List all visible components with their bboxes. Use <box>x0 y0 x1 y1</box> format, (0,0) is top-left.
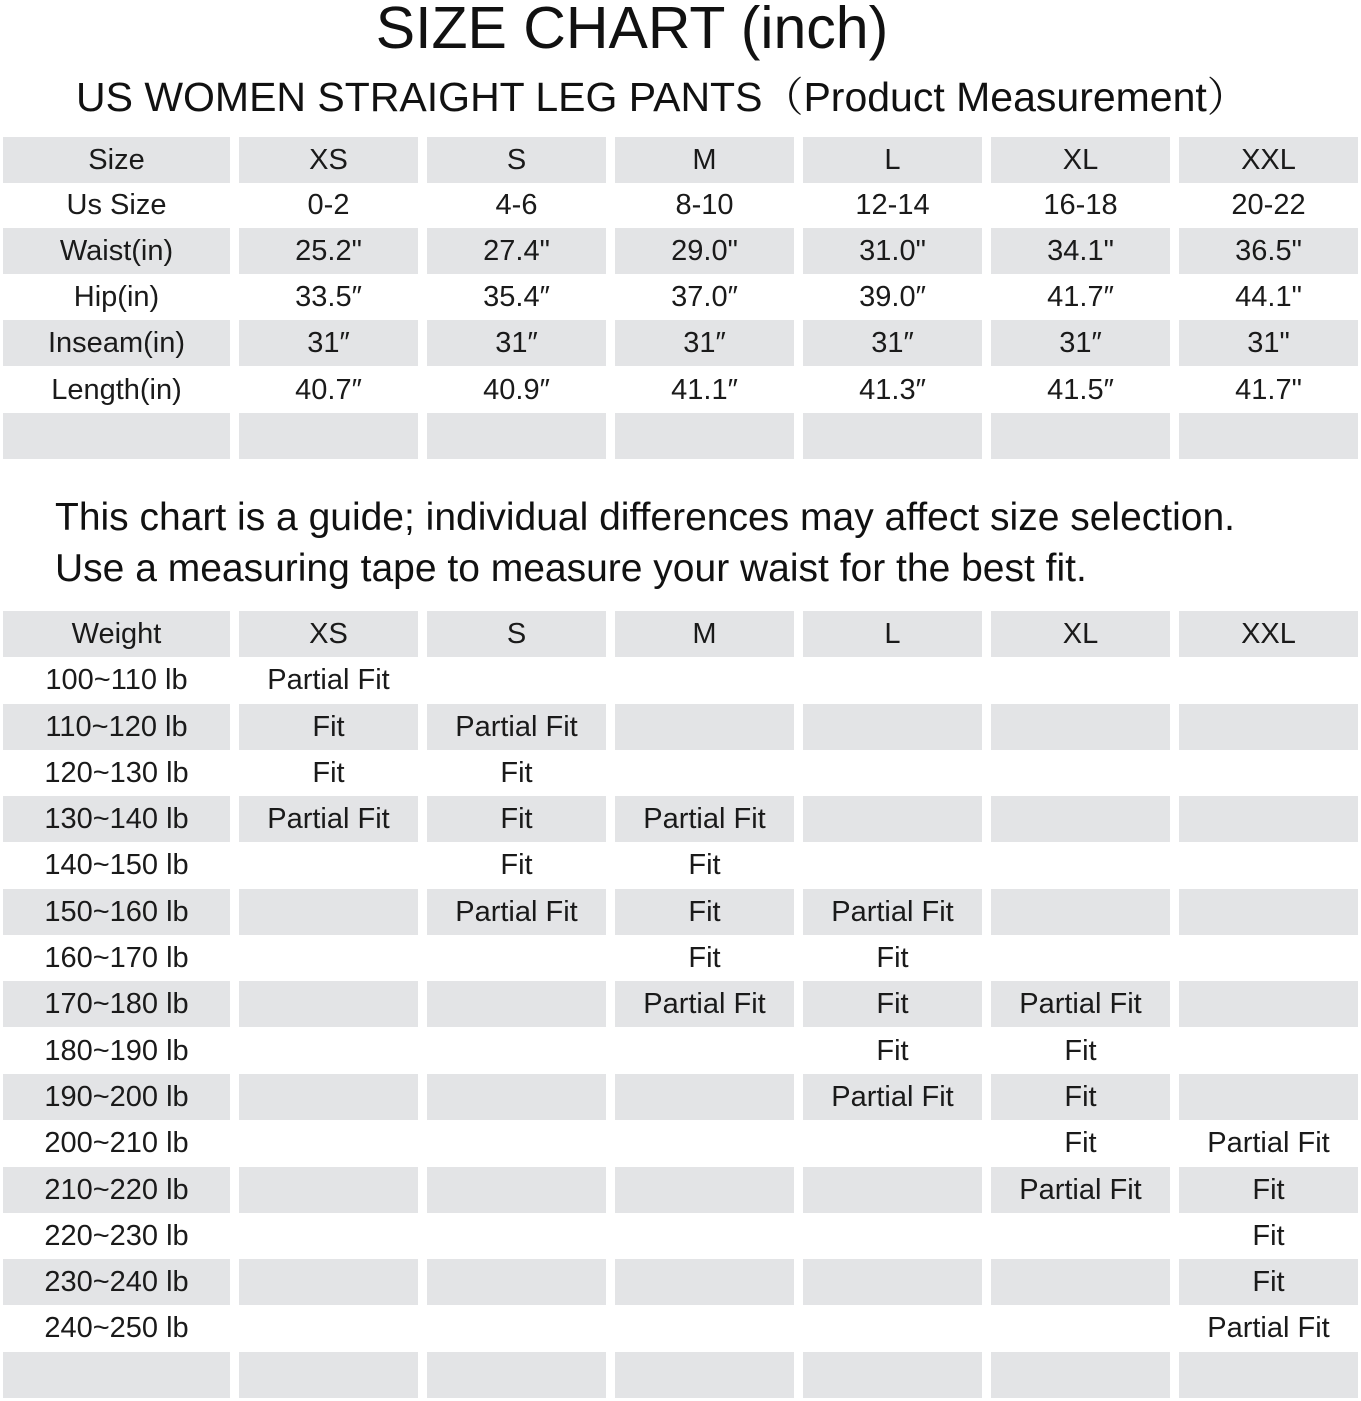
weight-fit-cell: Fit <box>876 941 909 974</box>
weight-fit-cell <box>1179 750 1358 796</box>
weight-fit-cell <box>1179 981 1358 1027</box>
weight-fit-cell: Fit <box>500 756 533 789</box>
weight-fit-cell: Fit <box>1064 1034 1097 1067</box>
weight-fit-cell <box>239 842 418 888</box>
weight-fit-cell <box>427 1074 606 1120</box>
weight-fit-cell <box>239 889 418 935</box>
weight-fit-row-label: 240~250 lb <box>44 1311 189 1344</box>
weight-fit-cell: Partial Fit <box>803 889 982 935</box>
weight-fit-cell <box>803 1259 982 1305</box>
weight-fit-header-cell: XS <box>239 611 418 657</box>
weight-fit-cell <box>991 842 1170 888</box>
measurement-header-cell: XL <box>991 137 1170 183</box>
weight-fit-cell <box>615 1259 794 1305</box>
weight-fit-cell: Partial Fit <box>991 981 1170 1027</box>
weight-fit-cell: Partial Fit <box>615 981 794 1027</box>
weight-fit-cell <box>615 1213 794 1259</box>
weight-fit-cell <box>427 1028 606 1074</box>
measurement-header-cell: XS <box>239 137 418 183</box>
weight-fit-row-label: 110~120 lb <box>3 704 230 750</box>
weight-fit-cell <box>615 1028 794 1074</box>
weight-fit-cell: Partial Fit <box>427 704 606 750</box>
weight-fit-cell <box>1179 842 1358 888</box>
weight-fit-cell <box>991 1213 1170 1259</box>
weight-fit-cell: Fit <box>615 889 794 935</box>
weight-fit-cell <box>427 1352 606 1398</box>
weight-fit-cell <box>1179 1352 1358 1398</box>
measurement-header-cell: M <box>615 137 794 183</box>
measurement-cell: 29.0" <box>615 228 794 274</box>
weight-fit-cell <box>803 1213 982 1259</box>
weight-fit-cell <box>615 1305 794 1351</box>
weight-fit-cell <box>239 1259 418 1305</box>
weight-fit-row-label: 120~130 lb <box>44 756 189 789</box>
measurement-cell: 25.2" <box>239 228 418 274</box>
weight-fit-cell: Partial Fit <box>803 1074 982 1120</box>
weight-fit-cell <box>427 1213 606 1259</box>
weight-fit-cell <box>1179 935 1358 981</box>
weight-fit-cell: Fit <box>876 1034 909 1067</box>
measurement-cell: 44.1" <box>1235 280 1302 313</box>
measurement-cell: 4-6 <box>495 188 538 221</box>
weight-fit-cell <box>239 1167 418 1213</box>
weight-fit-cell <box>803 750 982 796</box>
weight-fit-cell <box>991 1259 1170 1305</box>
weight-fit-cell <box>1179 889 1358 935</box>
measurement-cell: 37.0″ <box>671 280 738 313</box>
measurement-cell: 35.4″ <box>483 280 550 313</box>
weight-fit-cell: Fit <box>239 704 418 750</box>
weight-fit-cell: Fit <box>1179 1259 1358 1305</box>
measurement-row-label: Us Size <box>66 188 167 221</box>
measurement-row-label: Inseam(in) <box>3 320 230 366</box>
weight-fit-cell <box>1179 1028 1358 1074</box>
measurement-cell: 41.7″ <box>1047 280 1114 313</box>
weight-fit-cell <box>239 1120 418 1166</box>
weight-fit-cell <box>1179 657 1358 703</box>
measurement-header-cell: S <box>427 137 606 183</box>
guide-note-line-1: This chart is a guide; individual differences may affect size selection. <box>55 496 1235 539</box>
weight-fit-cell <box>427 1259 606 1305</box>
weight-fit-cell: Fit <box>688 848 721 881</box>
weight-fit-cell: Partial Fit <box>239 796 418 842</box>
weight-fit-row-label: 130~140 lb <box>3 796 230 842</box>
weight-fit-cell <box>803 657 982 703</box>
weight-fit-cell: Fit <box>991 1074 1170 1120</box>
weight-fit-cell: Fit <box>312 756 345 789</box>
weight-fit-row-label <box>3 1352 230 1398</box>
weight-fit-row-label: 170~180 lb <box>3 981 230 1027</box>
weight-fit-cell <box>239 1213 418 1259</box>
weight-fit-header-cell: M <box>615 611 794 657</box>
weight-fit-cell <box>991 750 1170 796</box>
measurement-cell: 40.7″ <box>295 373 362 406</box>
weight-fit-cell: Fit <box>427 796 606 842</box>
weight-fit-cell <box>427 1120 606 1166</box>
weight-fit-row-label: 100~110 lb <box>45 663 188 696</box>
weight-fit-cell <box>1179 1074 1358 1120</box>
page-title: SIZE CHART (inch) <box>375 0 889 61</box>
measurement-cell: 31″ <box>239 320 418 366</box>
weight-fit-header-cell: L <box>803 611 982 657</box>
weight-fit-cell <box>615 1352 794 1398</box>
measurement-header-cell: Size <box>3 137 230 183</box>
measurement-cell: 31″ <box>615 320 794 366</box>
measurement-header-cell: L <box>803 137 982 183</box>
weight-fit-cell <box>239 1028 418 1074</box>
weight-fit-cell <box>239 1352 418 1398</box>
weight-fit-row-label: 210~220 lb <box>3 1167 230 1213</box>
weight-fit-cell <box>615 1120 794 1166</box>
weight-fit-cell <box>427 1167 606 1213</box>
measurement-header-cell: XXL <box>1179 137 1358 183</box>
weight-fit-row-label: 160~170 lb <box>44 941 189 974</box>
measurement-cell: 31″ <box>991 320 1170 366</box>
measurement-cell: 31.0" <box>803 228 982 274</box>
weight-fit-row-label: 190~200 lb <box>3 1074 230 1120</box>
weight-fit-header-cell: Weight <box>3 611 230 657</box>
measurement-cell: 16-18 <box>1043 188 1118 221</box>
weight-fit-cell <box>803 1305 982 1351</box>
measurement-cell: 41.5″ <box>1047 373 1114 406</box>
measurement-cell: 41.7" <box>1235 373 1302 406</box>
measurement-cell: 33.5″ <box>295 280 362 313</box>
weight-fit-cell: Partial Fit <box>1207 1126 1330 1159</box>
weight-fit-cell <box>1179 704 1358 750</box>
weight-fit-cell: Fit <box>688 941 721 974</box>
measurement-cell: 36.5" <box>1179 228 1358 274</box>
weight-fit-cell <box>991 1305 1170 1351</box>
weight-fit-header-cell: S <box>427 611 606 657</box>
weight-fit-cell <box>239 1305 418 1351</box>
measurement-cell: 8-10 <box>675 188 734 221</box>
weight-fit-cell <box>427 1305 606 1351</box>
weight-fit-cell <box>991 796 1170 842</box>
weight-fit-cell <box>803 1352 982 1398</box>
weight-fit-cell: Fit <box>1064 1126 1097 1159</box>
weight-fit-cell: Partial Fit <box>615 796 794 842</box>
measurement-cell: 34.1" <box>991 228 1170 274</box>
weight-fit-cell <box>991 889 1170 935</box>
weight-fit-row-label: 150~160 lb <box>3 889 230 935</box>
weight-fit-cell: Fit <box>500 848 533 881</box>
weight-fit-cell <box>615 1074 794 1120</box>
weight-fit-cell: Fit <box>1179 1167 1358 1213</box>
measurement-cell: 0-2 <box>307 188 350 221</box>
weight-fit-cell <box>427 935 606 981</box>
page-subtitle: US WOMEN STRAIGHT LEG PANTS（Product Measurement） <box>76 74 1248 120</box>
weight-fit-header-cell: XL <box>991 611 1170 657</box>
measurement-row-label: Hip(in) <box>73 280 160 313</box>
weight-fit-cell <box>1179 796 1358 842</box>
weight-fit-cell <box>239 1074 418 1120</box>
weight-fit-cell <box>991 1352 1170 1398</box>
weight-fit-cell: Fit <box>803 981 982 1027</box>
measurement-cell: 39.0″ <box>859 280 926 313</box>
measurement-cell: 41.1″ <box>671 373 738 406</box>
weight-fit-cell <box>615 750 794 796</box>
measurement-row-label: Waist(in) <box>3 228 230 274</box>
measurement-cell: 27.4" <box>427 228 606 274</box>
weight-fit-row-label: 180~190 lb <box>44 1034 189 1067</box>
guide-note-line-2: Use a measuring tape to measure your waist for the best fit. <box>55 547 1087 590</box>
weight-fit-row-label: 200~210 lb <box>44 1126 189 1159</box>
measurement-cell: 31″ <box>803 320 982 366</box>
measurement-cell: 31″ <box>427 320 606 366</box>
weight-fit-cell <box>803 796 982 842</box>
weight-fit-cell <box>615 704 794 750</box>
weight-fit-cell <box>991 657 1170 703</box>
weight-fit-cell <box>991 704 1170 750</box>
weight-fit-cell <box>427 657 606 703</box>
weight-fit-cell <box>803 704 982 750</box>
measurement-cell: 40.9″ <box>483 373 550 406</box>
weight-fit-cell <box>803 1167 982 1213</box>
weight-fit-cell <box>803 1120 982 1166</box>
weight-fit-row-label: 220~230 lb <box>44 1219 189 1252</box>
weight-fit-header-cell: XXL <box>1179 611 1358 657</box>
weight-fit-cell: Fit <box>1252 1219 1285 1252</box>
weight-fit-row-label: 230~240 lb <box>3 1259 230 1305</box>
measurement-cell: 20-22 <box>1231 188 1306 221</box>
weight-fit-cell <box>427 981 606 1027</box>
weight-fit-cell: Partial Fit <box>1207 1311 1330 1344</box>
weight-fit-cell <box>239 981 418 1027</box>
measurement-row-label: Length(in) <box>51 373 182 406</box>
weight-fit-cell <box>615 657 794 703</box>
measurement-cell: 31" <box>1179 320 1358 366</box>
measurement-cell: 41.3″ <box>859 373 926 406</box>
weight-fit-cell <box>803 842 982 888</box>
weight-fit-row-label: 140~150 lb <box>44 848 189 881</box>
weight-fit-cell <box>991 935 1170 981</box>
weight-fit-cell <box>239 935 418 981</box>
weight-fit-cell: Partial Fit <box>427 889 606 935</box>
weight-fit-cell <box>615 1167 794 1213</box>
weight-fit-cell: Partial Fit <box>267 663 390 696</box>
weight-fit-cell: Partial Fit <box>991 1167 1170 1213</box>
measurement-cell: 12-14 <box>855 188 930 221</box>
